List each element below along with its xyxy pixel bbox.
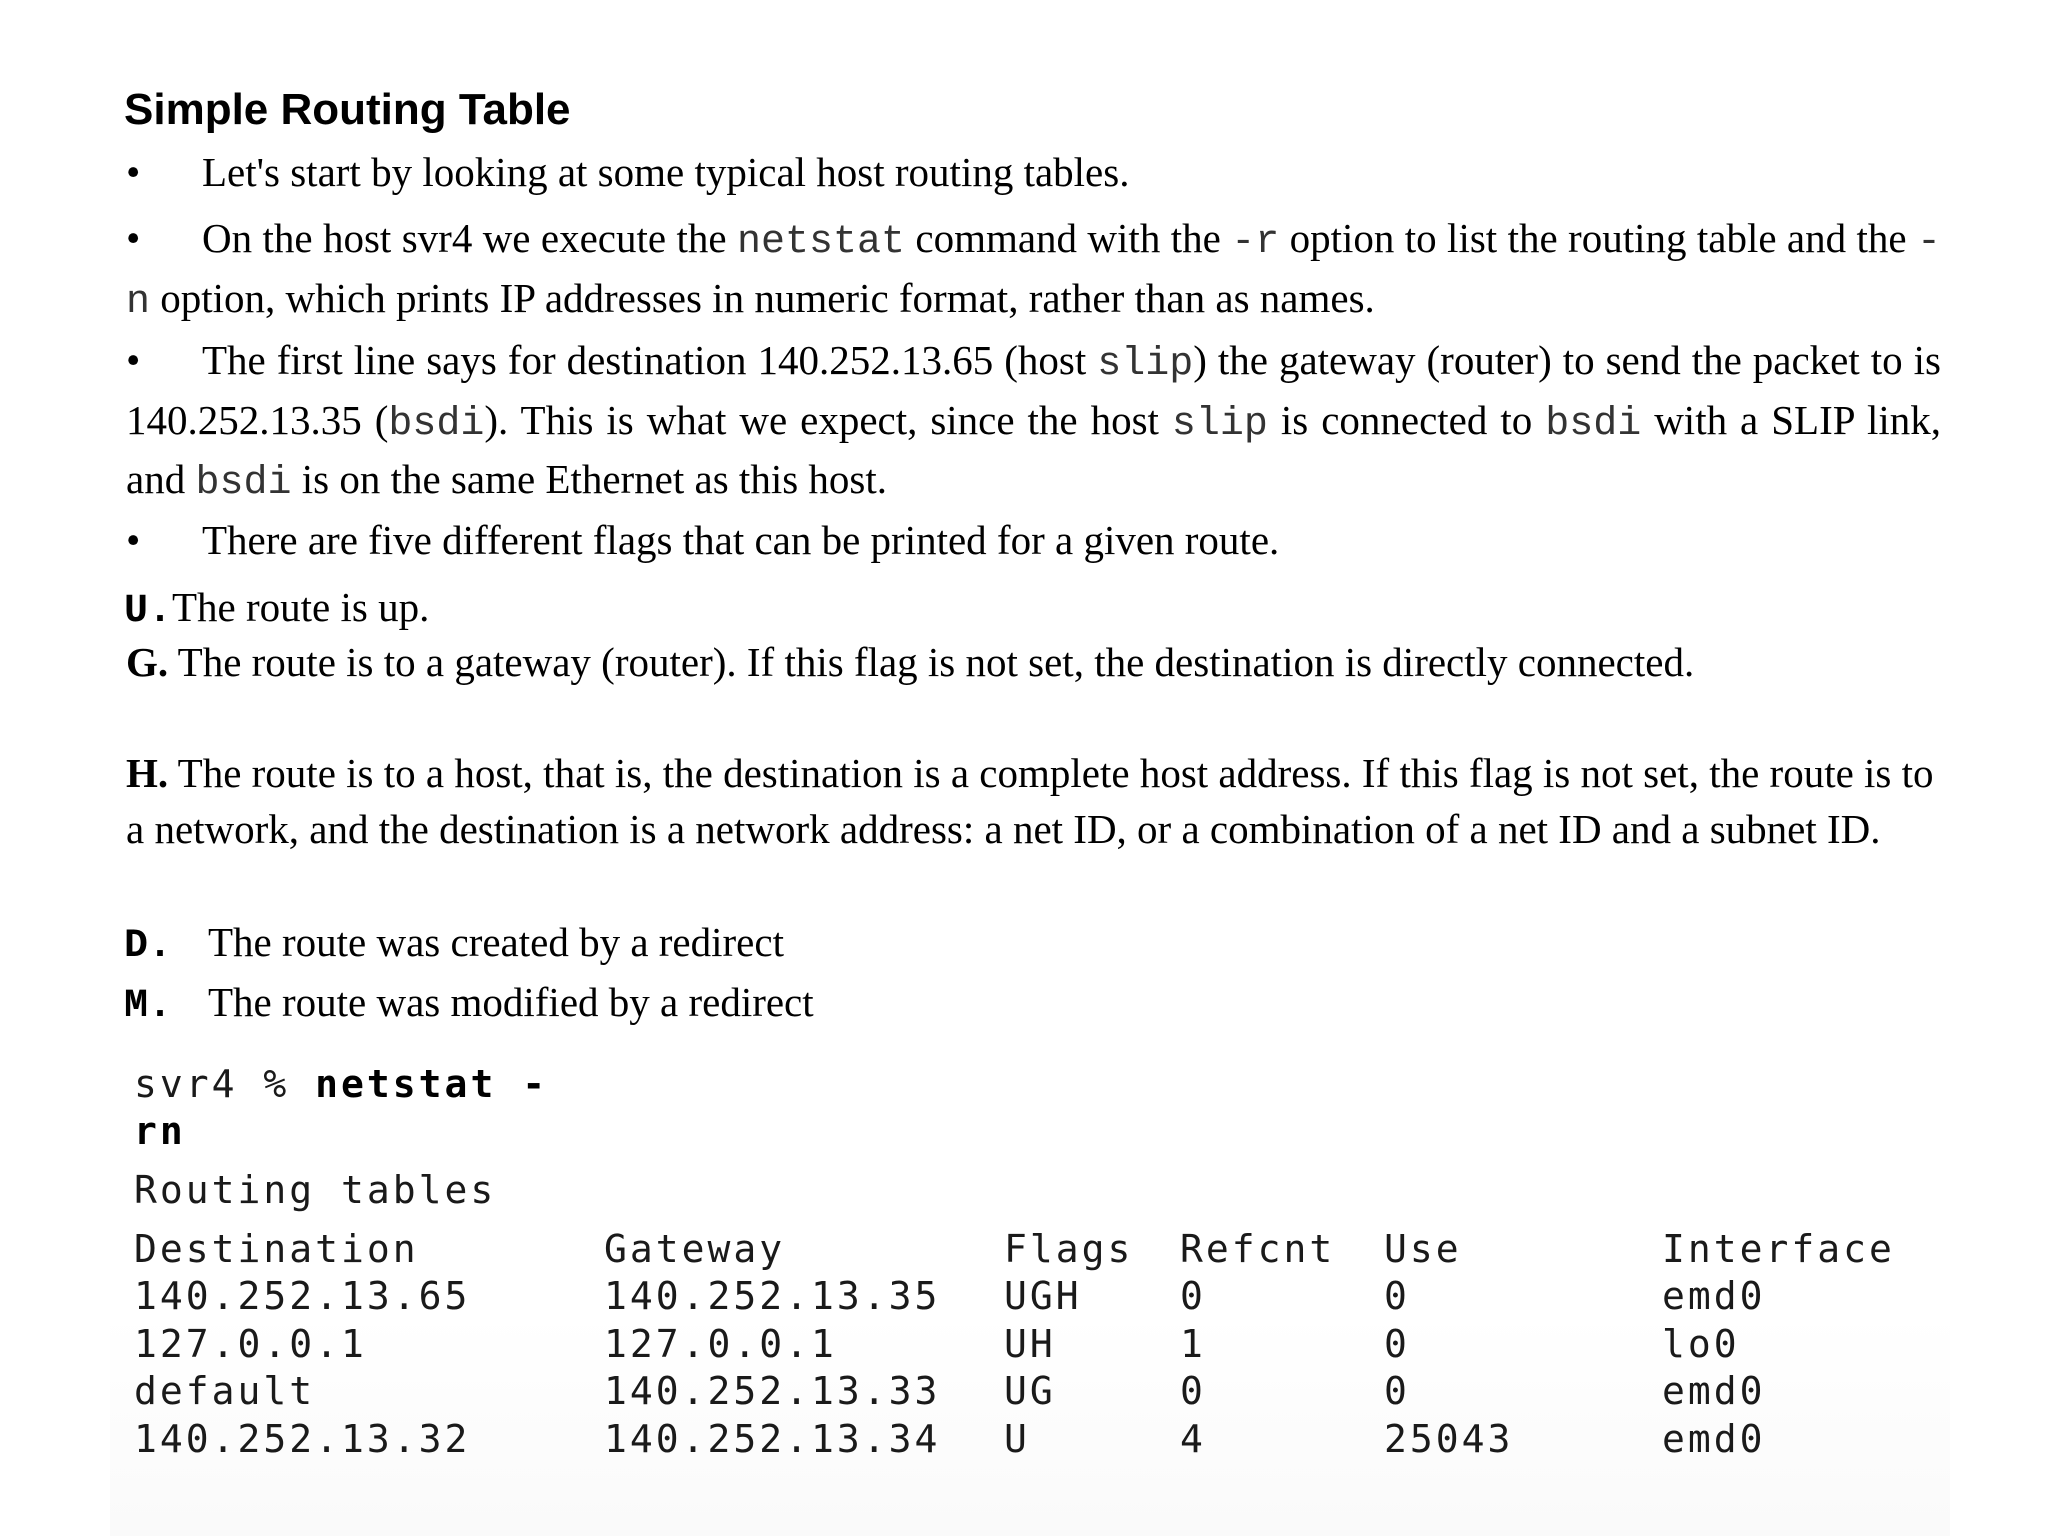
bullet-text: is on the same Ethernet as this host.: [291, 456, 888, 502]
table-cell: 25043: [1384, 1417, 1514, 1461]
inline-code: netstat: [736, 220, 905, 265]
flag-text: The route is up.: [172, 584, 430, 630]
flag-text: The route was modified by a redirect: [208, 979, 814, 1025]
table-cell: 140.252.13.32: [134, 1417, 471, 1461]
inline-code: slip: [1097, 342, 1194, 387]
command-text-continued: rn: [134, 1109, 186, 1153]
command-line: [134, 1062, 548, 1106]
table-cell: default: [134, 1369, 316, 1413]
slide-title: Simple Routing Table: [124, 85, 571, 134]
table-cell: 0: [1180, 1274, 1206, 1318]
table-cell: 0: [1384, 1369, 1410, 1413]
bullet-marker: •: [126, 337, 141, 383]
inline-code: bsdi: [1545, 401, 1642, 447]
table-cell: 140.252.13.35: [604, 1274, 941, 1318]
table-cell: UGH: [1004, 1274, 1082, 1318]
bullet-text: Let's start by looking at some typical host routing tables.: [202, 149, 1130, 195]
column-header-flags: Flags: [1004, 1227, 1134, 1271]
output-heading: Routing tables: [134, 1168, 497, 1212]
table-cell: 140.252.13.65: [134, 1274, 471, 1318]
bullet-item-2: [126, 211, 1941, 330]
table-cell: U: [1004, 1417, 1030, 1461]
column-header-gateway: Gateway: [604, 1227, 786, 1271]
table-cell: 127.0.0.1: [604, 1322, 837, 1366]
inline-code: bsdi: [195, 461, 292, 506]
bullet-text: ). This is what we expect, since the host: [484, 396, 1172, 443]
flag-key: H.: [126, 750, 169, 796]
column-header-refcnt: Refcnt: [1180, 1227, 1336, 1271]
flag-g-definition: [126, 635, 1946, 691]
flag-text: The route is to a gateway (router). If this flag is not set, the destination is directly connected.: [168, 639, 1695, 685]
shell-prompt: svr4 %: [134, 1062, 290, 1106]
table-cell: 140.252.13.33: [604, 1369, 941, 1413]
flag-key: D.: [124, 924, 173, 969]
bullet-text: option, which prints IP addresses in numeric format, rather than as names.: [150, 274, 1375, 321]
flag-h-definition: [126, 746, 1946, 857]
bullet-item-1: [126, 145, 1941, 201]
bullet-text: On the host svr4 we execute the: [202, 215, 737, 261]
table-cell: emd0: [1662, 1274, 1766, 1318]
flag-u-definition: [124, 580, 429, 640]
bullet-text: command with the: [904, 215, 1232, 261]
table-cell: 1: [1180, 1322, 1206, 1366]
table-cell: 0: [1180, 1369, 1206, 1413]
bullet-text: There are five different flags that can be printed for a given route.: [202, 517, 1280, 563]
flag-d-definition: [124, 915, 784, 975]
table-cell: emd0: [1662, 1417, 1766, 1461]
flag-key: U.: [124, 589, 173, 634]
table-cell: lo0: [1662, 1322, 1740, 1366]
command-text: netstat -: [315, 1062, 549, 1106]
inline-code: -n: [126, 220, 1942, 325]
bullet-marker: •: [126, 215, 141, 261]
netstat-output: [110, 1040, 1950, 1536]
bullet-item-4: [126, 513, 1941, 569]
flag-text: The route was created by a redirect: [208, 919, 784, 965]
table-cell: 127.0.0.1: [134, 1322, 367, 1366]
bullet-marker: •: [126, 517, 141, 563]
flag-key: M.: [124, 984, 173, 1029]
inline-code: slip: [1171, 401, 1268, 447]
bullet-item-3: [126, 333, 1941, 512]
flag-m-definition: [124, 975, 814, 1035]
table-cell: 4: [1180, 1417, 1206, 1461]
flag-text: The route is to a host, that is, the destination is a complete host address. If this flag is not set, the route is to a network, and the destination is a network address: a net ID, or a combination of a net ID and a subnet ID.: [126, 750, 1934, 852]
table-cell: 0: [1384, 1322, 1410, 1366]
bullet-text: is connected to: [1267, 396, 1546, 443]
bullet-text: option to list the routing table and the: [1279, 215, 1917, 261]
table-cell: emd0: [1662, 1369, 1766, 1413]
inline-code: -r: [1231, 220, 1280, 265]
column-header-destination: Destination: [134, 1227, 419, 1271]
column-header-use: Use: [1384, 1227, 1462, 1271]
bullet-text: with a SLIP link, and: [126, 396, 1942, 502]
bullet-text: ) the gateway (router) to send the packet to is 140.252.13.35 (: [126, 337, 1941, 443]
bullet-text: The first line says for destination 140.252.13.65 (host: [202, 337, 1098, 383]
table-cell: 140.252.13.34: [604, 1417, 941, 1461]
table-cell: UG: [1004, 1369, 1056, 1413]
column-header-interface: Interface: [1662, 1227, 1895, 1271]
inline-code: bsdi: [388, 401, 485, 447]
flag-key: G.: [126, 639, 169, 685]
table-cell: 0: [1384, 1274, 1410, 1318]
bullet-marker: •: [126, 149, 141, 195]
table-cell: UH: [1004, 1322, 1056, 1366]
